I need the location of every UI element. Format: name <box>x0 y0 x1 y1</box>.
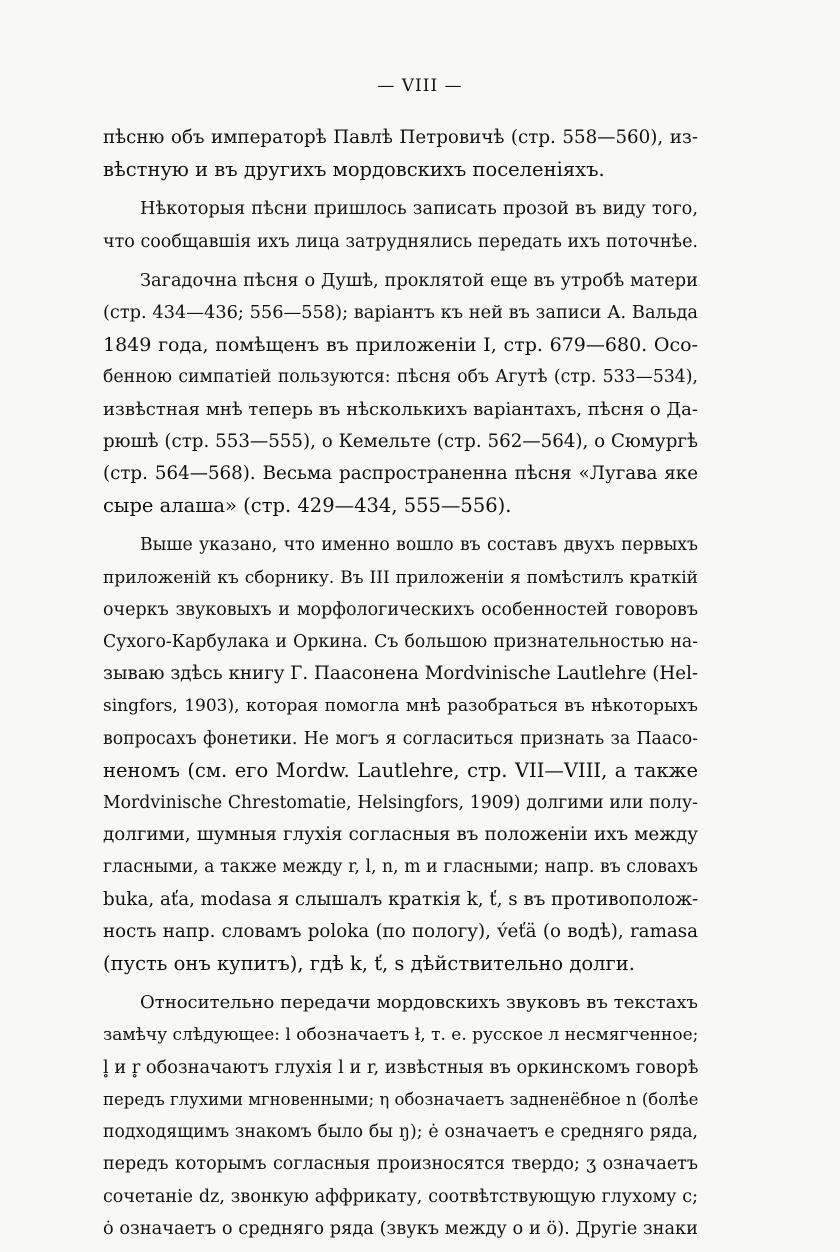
text-line: 1849 года, помѣщенъ въ приложеніи I, стр. 679—680. Осо- <box>103 334 698 357</box>
text-line: сочетаніе dz, звонкую аффрикату, соотвѣтствующую глухому c; <box>103 1186 698 1207</box>
text-line: вѣстную и въ другихъ мордовскихъ поселеніяхъ. <box>103 158 605 182</box>
text-line: замѣчу слѣдующее: l обозначаетъ ł, т. е. русское л несмягченное; <box>103 1025 699 1046</box>
page-number: — VIII — <box>377 76 463 96</box>
text-line: Нѣкоторыя пѣсни пришлось записать прозой въ виду того, <box>140 199 698 220</box>
text-line: вопросахъ фонетики. Не могъ я согласиться признать за Паасо- <box>103 728 698 749</box>
text-line: Сухого-Карбулака и Оркина. Съ большою признательностью на- <box>103 632 698 653</box>
text-line: гласными, а также между r, l, n, m и гласными; напр. въ словахъ <box>103 857 698 878</box>
text-line: (пусть онъ купитъ), гдѣ k, ť, s дѣйствительно долги. <box>103 952 635 976</box>
paragraph-4 <box>103 529 698 980</box>
text-line: сыре алаша» (стр. 429—434, 555—556). <box>103 494 512 518</box>
text-line: что сообщавшія ихъ лица затруднялись передать ихъ поточнѣе. <box>103 231 698 252</box>
paragraph-1 <box>103 122 698 186</box>
paragraph-5 <box>103 987 698 1245</box>
text-line: пѣсню объ императорѣ Павлѣ Петровичѣ (стр. 558—560), из- <box>103 127 698 148</box>
text-line: неномъ (см. его Mordw. Lautlehre, стр. VII—VIII, а также <box>103 758 698 782</box>
text-line: singfors, 1903), которая помогла мнѣ разобраться въ нѣкоторыхъ <box>103 696 698 717</box>
text-line: очеркъ звуковыхъ и морфологическихъ особенностей говоровъ <box>103 599 698 620</box>
text-line: Загадочна пѣсня о Душѣ, проклятой еще въ утробѣ матери <box>140 270 698 291</box>
text-line: ȯ означаетъ о средняго ряда (звукъ между о и ö). Другіе знаки <box>103 1218 698 1239</box>
text-line: Mordvinische Chrestomatie, Helsingfors, 1909) долгими или полу- <box>103 793 698 814</box>
text-line: ность напр. словамъ poloka (по пологу), v́eťä (о водѣ), ramasa <box>103 920 698 942</box>
text-line: долгими, шумныя глухія согласныя въ положеніи ихъ между <box>103 824 698 846</box>
text-line: зываю здѣсь книгу Г. Паасонена Mordvinische Lautlehre (Hel- <box>103 663 699 685</box>
text-line: (стр. 434—436; 556—558); варіантъ къ ней въ записи А. Вальда <box>103 303 698 324</box>
text-line: передъ глухими мгновенными; η обозначаетъ задненёбное n (болѣе <box>103 1089 699 1109</box>
text-line: приложеній къ сборнику. Въ III приложеніи я помѣстилъ краткій <box>103 567 698 588</box>
paragraph-3 <box>103 265 698 523</box>
text-line: Относительно передачи мордовскихъ звуковъ въ текстахъ <box>140 992 698 1014</box>
text-line: передъ которымъ согласныя произносятся твердо; ʒ означаетъ <box>103 1154 698 1175</box>
text-line: (стр. 564—568). Весьма распространенна пѣсня «Лугава яке <box>103 463 698 485</box>
text-line: бенною симпатіей пользуются: пѣсня объ Агутѣ (стр. 533—534), <box>103 367 698 388</box>
text-line: l̥ и r̥ обозначаютъ глухія l и r, извѣстныя въ оркинскомъ говорѣ <box>103 1057 699 1078</box>
body-text <box>103 122 698 1252</box>
text-line: рюшѣ (стр. 553—555), о Кемельте (стр. 562—564), о Сюмургѣ <box>103 430 698 452</box>
text-line: подходящимъ знакомъ было бы ŋ); ė означаетъ е средняго ряда, <box>103 1122 698 1143</box>
text-line: извѣстная мнѣ теперь въ нѣсколькихъ варіантахъ, пѣсня о Да- <box>103 398 698 420</box>
text-line: buka, aťa, modasa я слышалъ краткія k, ť, s въ противополож- <box>103 888 699 910</box>
text-line: Выше указано, что именно вошло въ составъ двухъ первыхъ <box>140 535 698 556</box>
paragraph-2 <box>103 193 698 257</box>
